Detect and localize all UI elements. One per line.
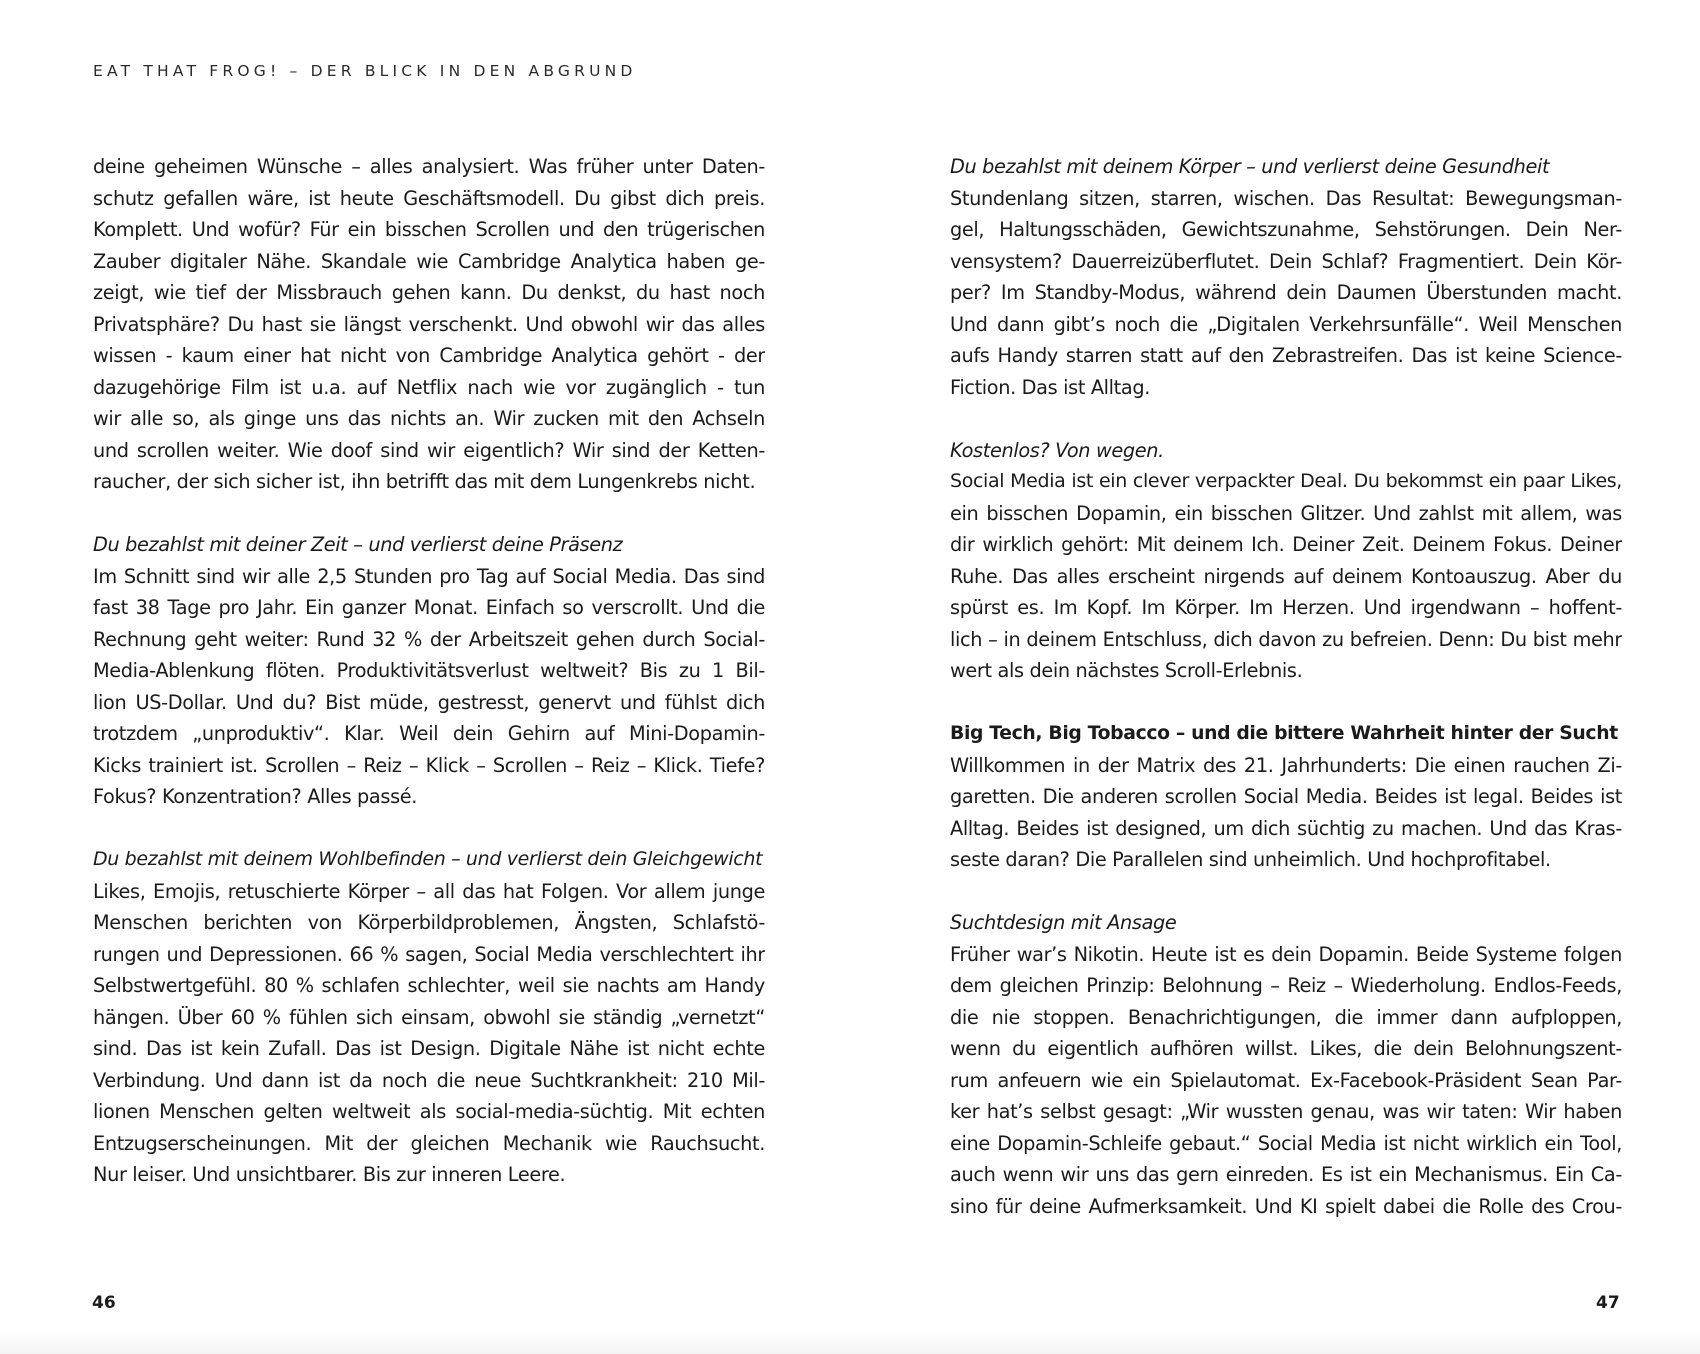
body-line: Likes, Emojis, retuschierte Körper – all das hat Folgen. Vor allem junge [93, 879, 765, 903]
chapter-subheading: Big Tech, Big Tobacco – und die bittere Wahrheit hinter der Sucht [950, 723, 1618, 744]
paragraph-gap [950, 403, 1622, 435]
body-line: und scrollen weiter. Wie doof sind wir eigentlich? Wir sind der Ketten- [93, 438, 765, 462]
section-heading: Suchtdesign mit Ansage [950, 911, 1177, 934]
body-line: Nur leiser. Und unsichtbarer. Bis zur inneren Leere. [93, 1163, 566, 1186]
body-line: gel, Haltungsschäden, Gewichtszunahme, Sehstörungen. Dein Ner- [950, 218, 1622, 241]
body-line: eine Dopamin-Schleife gebaut.“ Social Media ist nicht wirklich ein Tool, [950, 1131, 1622, 1155]
body-line: Stundenlang sitzen, starren, wischen. Das Resultat: Bewegungsman- [950, 186, 1622, 210]
body-line: Rechnung geht weiter: Rund 32 % der Arbeitszeit gehen durch Social- [93, 627, 765, 651]
body-line: wir alle so, als ginge uns das nichts an. Wir zucken mit den Achseln [93, 407, 765, 430]
paragraph-gap [93, 498, 765, 530]
body-line: wissen - kaum einer hat nicht von Cambridge Analytica gehört - der [93, 344, 765, 367]
body-line: Komplett. Und wofür? Für ein bisschen Scrollen und den trügerischen [93, 218, 765, 241]
body-line: garetten. Die anderen scrollen Social Media. Beides ist legal. Beides ist [950, 785, 1622, 808]
body-line: sino für deine Aufmerksamkeit. Und KI spielt dabei die Rolle des Crou- [950, 1194, 1622, 1218]
body-line: Selbstwertgefühl. 80 % schlafen schlechter, weil sie nachts am Handy [93, 974, 765, 997]
section-heading: Du bezahlst mit deiner Zeit – und verlierst deine Präsenz [93, 533, 623, 556]
paragraph-gap [93, 813, 765, 845]
body-line: rum anfeuern wie ein Spielautomat. Ex-Facebook-Präsident Sean Par- [950, 1068, 1622, 1092]
body-line: Verbindung. Und dann ist da noch die neue Suchtkrankheit: 210 Mil- [93, 1068, 765, 1092]
body-line: Zauber digitaler Nähe. Skandale wie Cambridge Analytica haben ge- [93, 249, 765, 273]
left-page-body [93, 151, 765, 1191]
body-line: auch wenn wir uns das gern einreden. Es ist ein Mechanismus. Ein Ca- [950, 1163, 1622, 1186]
body-line: Fiction. Das ist Alltag. [950, 375, 1151, 399]
body-line: sind. Das ist kein Zufall. Das ist Design. Digitale Nähe ist nicht echte [93, 1037, 765, 1060]
body-line: Willkommen in der Matrix des 21. Jahrhunderts: Die einen rauchen Zi- [950, 753, 1622, 777]
body-line: aufs Handy starren statt auf den Zebrastreifen. Das ist keine Science- [950, 344, 1622, 367]
body-line: seste daran? Die Parallelen sind unheimlich. Und hochprofitabel. [950, 848, 1551, 871]
body-line: raucher, der sich sicher ist, ihn betrifft das mit dem Lungenkrebs nicht. [93, 470, 756, 493]
page-number-left: 46 [92, 1293, 116, 1313]
body-line: lionen Menschen gelten weltweit als social-media-süchtig. Mit echten [93, 1100, 765, 1123]
body-line: ker hat’s selbst gesagt: „Wir wussten genau, was wir taten: Wir haben [950, 1100, 1622, 1123]
body-line: Privatsphäre? Du hast sie längst verschenkt. Und obwohl wir das alles [93, 312, 765, 336]
body-line: spürst es. Im Kopf. Im Körper. Im Herzen. Und irgendwann – hoffent- [950, 596, 1622, 619]
body-line: lich – in deinem Entschluss, dich davon zu befreien. Denn: Du bist mehr [950, 627, 1622, 651]
paragraph-gap [950, 687, 1622, 719]
body-line: Menschen berichten von Körperbildproblemen, Ängsten, Schlafstö- [93, 911, 765, 934]
body-line: ein bisschen Dopamin, ein bisschen Glitzer. Und zahlst mit allem, was [950, 501, 1622, 525]
body-line: hängen. Über 60 % fühlen sich einsam, obwohl sie ständig „vernetzt“ [93, 1005, 765, 1029]
body-line: vensystem? Dauerreizüberflutet. Dein Schlaf? Fragmentiert. Dein Kör- [950, 249, 1622, 273]
body-line: dem gleichen Prinzip: Belohnung – Reiz – Wiederholung. Endlos-Feeds, [950, 974, 1622, 997]
body-line: fast 38 Tage pro Jahr. Ein ganzer Monat. Einfach so verscrollt. Und die [93, 596, 765, 619]
paragraph-gap [950, 876, 1622, 908]
body-line: per? Im Standby-Modus, während dein Daumen Überstunden macht. [950, 281, 1622, 304]
body-line: Media-Ablenkung flöten. Produktivitätsverlust weltweit? Bis zu 1 Bil- [93, 659, 765, 682]
body-line: schutz gefallen wäre, ist heute Geschäftsmodell. Du gibst dich preis. [93, 186, 765, 210]
page-number-right: 47 [1596, 1293, 1620, 1313]
body-line: rungen und Depressionen. 66 % sagen, Social Media verschlechtert ihr [93, 942, 765, 966]
body-line: Social Media ist ein clever verpackter Deal. Du bekommst ein paar Likes, [950, 470, 1622, 492]
right-page-body [950, 151, 1622, 1222]
body-line: zeigt, wie tief der Missbrauch gehen kann. Du denkst, du hast noch [93, 281, 765, 304]
body-line: Kicks trainiert ist. Scrollen – Reiz – Klick – Scrollen – Reiz – Klick. Tiefe? [93, 753, 765, 777]
body-line: wenn du eigentlich aufhören willst. Likes, die dein Belohnungszent- [950, 1037, 1622, 1060]
body-line: trotzdem „unproduktiv“. Klar. Weil dein Gehirn auf Mini-Dopamin- [93, 722, 765, 745]
body-line: lion US-Dollar. Und du? Bist müde, gestresst, genervt und fühlst dich [93, 690, 765, 714]
body-line: Fokus? Konzentration? Alles passé. [93, 785, 418, 808]
body-line: Ruhe. Das alles erscheint nirgends auf deinem Kontoauszug. Aber du [950, 564, 1622, 588]
body-line: Und dann gibt’s noch die „Digitalen Verkehrsunfälle“. Weil Menschen [950, 312, 1622, 336]
body-line: Früher war’s Nikotin. Heute ist es dein Dopamin. Beide Systeme folgen [950, 942, 1622, 966]
bottom-edge-shade [0, 1332, 1700, 1354]
body-line: dir wirklich gehört: Mit deinem Ich. Deiner Zeit. Deinem Fokus. Deiner [950, 533, 1622, 556]
body-line: die nie stoppen. Benachrichtigungen, die immer dann aufploppen, [950, 1005, 1622, 1029]
body-line: deine geheimen Wünsche – alles analysiert. Was früher unter Daten- [93, 155, 765, 178]
body-line: Entzugserscheinungen. Mit der gleichen Mechanik wie Rauchsucht. [93, 1131, 765, 1155]
body-line: wert als dein nächstes Scroll-Erlebnis. [950, 659, 1303, 682]
body-line: Alltag. Beides ist designed, um dich süchtig zu machen. Und das Kras- [950, 816, 1622, 840]
running-head: EAT THAT FROG! – DER BLICK IN DEN ABGRUND [93, 62, 637, 80]
body-line: dazugehörige Film ist u.a. auf Netflix nach wie vor zugänglich - tun [93, 375, 765, 399]
section-heading: Du bezahlst mit deinem Körper – und verlierst deine Gesundheit [950, 155, 1550, 178]
body-line: Im Schnitt sind wir alle 2,5 Stunden pro Tag auf Social Media. Das sind [93, 564, 765, 588]
section-heading: Kostenlos? Von wegen. [950, 438, 1164, 462]
section-heading: Du bezahlst mit deinem Wohlbefinden – und verlierst dein Gleichgewicht [93, 848, 763, 870]
